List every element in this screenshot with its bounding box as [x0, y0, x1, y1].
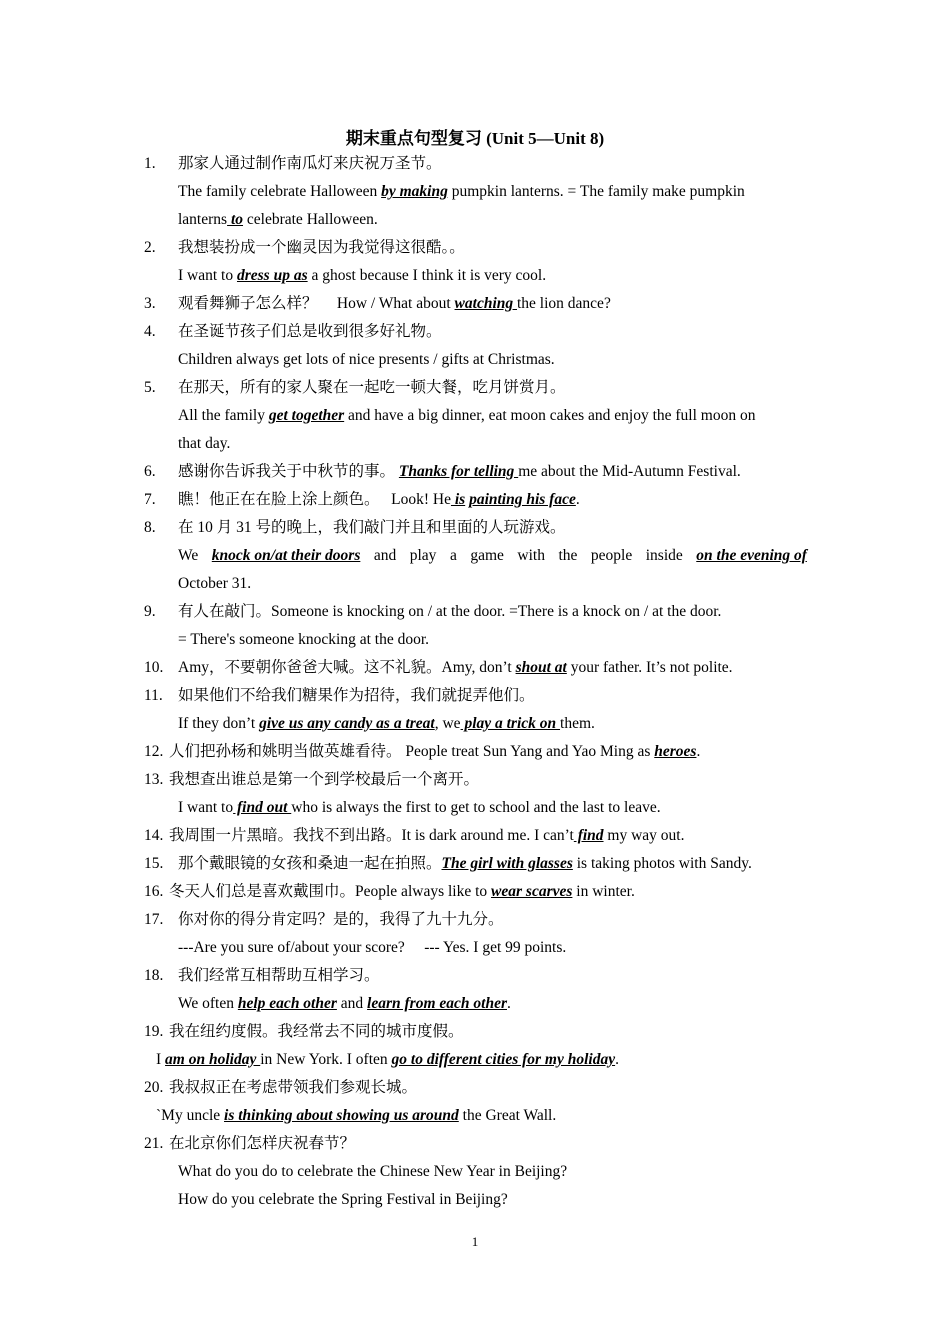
item-number: 7. [144, 491, 156, 508]
text-segment: 冬天人们总是喜欢戴围巾。People always like to [169, 883, 492, 900]
sentence-line [178, 602, 721, 622]
text-segment: 我叔叔正在考虑带领我们参观长城。 [169, 1079, 418, 1096]
text-segment: the lion dance? [517, 295, 611, 312]
sentence-line [178, 462, 741, 482]
sentence-line [169, 1022, 464, 1042]
text-segment: with [517, 547, 545, 564]
key-phrase: play a trick on [460, 715, 561, 732]
item-number: 5. [144, 379, 156, 396]
sentence-line [178, 574, 251, 594]
item-number: 11. [144, 687, 163, 704]
text-segment: your father. It’s not polite. [566, 659, 733, 676]
sentence-line [178, 378, 566, 398]
sentence-line [178, 658, 733, 678]
text-segment: 人们把孙杨和姚明当做英雄看待。 People treat Sun Yang and Yao Ming as [169, 743, 655, 760]
text-segment: 我们经常互相帮助互相学习。 [178, 967, 380, 984]
item-number: 20. [144, 1079, 164, 1096]
sentence-line [178, 518, 566, 538]
text-segment: in winter. [572, 883, 635, 900]
text-segment: , we [434, 715, 461, 732]
item-number: 6. [144, 463, 156, 480]
key-phrase: watching [454, 295, 517, 312]
text-segment: 我想装扮成一个幽灵因为我觉得这很酷。。 [178, 239, 465, 256]
sentence-line [178, 1190, 508, 1210]
key-phrase: find [573, 827, 604, 844]
sentence-line [178, 350, 555, 370]
text-segment: Amy，不要朝你爸爸大喊。这不礼貌。Amy, don’t [178, 659, 516, 676]
sentence-line [178, 686, 535, 706]
item-number: 8. [144, 519, 156, 536]
text-segment: 在圣诞节孩子们总是收到很多好礼物。 [178, 323, 442, 340]
text-segment: 我想查出谁总是第一个到学校最后一个离开。 [169, 771, 480, 788]
sentence-line [178, 322, 442, 342]
text-segment: a ghost because I think it is very cool. [307, 267, 547, 284]
text-segment: me about the Mid-Autumn Festival. [518, 463, 741, 480]
text-segment: is taking photos with Sandy. [572, 855, 752, 872]
text-segment: . [615, 1051, 619, 1068]
text-segment: the [558, 547, 578, 564]
key-phrase: to [227, 211, 244, 228]
key-phrase: go to different cities for my holiday [391, 1051, 616, 1068]
item-number: 4. [144, 323, 156, 340]
text-segment: . [696, 743, 701, 760]
item-number: 2. [144, 239, 156, 256]
key-phrase: is thinking about showing us around [224, 1107, 459, 1124]
sentence-line [156, 1050, 619, 1070]
text-segment: 感谢你告诉我关于中秋节的事。 [178, 463, 399, 480]
page-number: 1 [471, 1234, 479, 1249]
item-number: 18. [144, 967, 164, 984]
text-segment: game [470, 547, 504, 564]
item-number: 13. [144, 771, 164, 788]
text-segment: 观看舞狮子怎么样？ How / What about [178, 295, 455, 312]
document-title: 期末重点句型复习 (Unit 5—Unit 8) [345, 129, 605, 148]
key-phrase: help each other [237, 995, 337, 1012]
item-number: 10. [144, 659, 164, 676]
text-segment: that day. [178, 435, 231, 452]
sentence-line [178, 714, 595, 734]
key-phrase: shout at [515, 659, 567, 676]
sentence-line [169, 1078, 417, 1098]
sentence-line [178, 546, 807, 566]
text-segment: 瞧！他正在在脸上涂上颜色。 Look! He [178, 491, 451, 508]
text-segment: them. [560, 715, 595, 732]
text-segment: I [156, 1051, 166, 1068]
key-phrase: get together [268, 407, 345, 424]
text-segment: the Great Wall. [458, 1107, 557, 1124]
text-segment: 在北京你们怎样庆祝春节？ [169, 1135, 356, 1152]
text-segment: All the family [178, 407, 269, 424]
text-segment: pumpkin lanterns. = The family make pumpkin [447, 183, 745, 200]
sentence-line [156, 1106, 556, 1126]
sentence-line [178, 182, 745, 202]
text-segment: 在那天，所有的家人聚在一起吃一顿大餐，吃月饼赏月。 [178, 379, 566, 396]
text-segment: play [409, 547, 437, 564]
item-number: 1. [144, 155, 156, 172]
key-phrase: wear scarves [491, 883, 573, 900]
text-segment: October 31. [178, 575, 252, 592]
sentence-line [178, 490, 580, 510]
item-number: 21. [144, 1135, 164, 1152]
key-phrase: learn from each other [367, 995, 507, 1012]
key-phrase: painting his face [469, 491, 576, 508]
item-number: 16. [144, 883, 164, 900]
key-phrase: find out [233, 799, 292, 816]
sentence-line [169, 742, 700, 762]
text-segment: What do you do to celebrate the Chinese New Year in Beijing? [178, 1163, 568, 1180]
text-segment: and [373, 547, 397, 564]
key-phrase: give us any candy as a treat [259, 715, 435, 732]
key-phrase: knock on/at their doors [211, 547, 361, 564]
key-phrase: am on holiday [165, 1051, 261, 1068]
sentence-line [169, 770, 479, 790]
sentence-line [178, 1162, 567, 1182]
item-number: 14. [144, 827, 164, 844]
key-phrase: is [450, 491, 466, 508]
text-segment: 如果他们不给我们糖果作为招待，我们就捉弄他们。 [178, 687, 535, 704]
text-segment: celebrate Halloween. [243, 211, 378, 228]
item-number: 3. [144, 295, 156, 312]
text-segment: . [506, 995, 511, 1012]
text-segment: = There's someone knocking at the door. [178, 631, 430, 648]
text-segment: If they don’t [178, 715, 260, 732]
key-phrase: dress up as [236, 267, 308, 284]
key-phrase: heroes [654, 743, 697, 760]
text-segment: ---Are you sure of/about your score? --- Yes. I get 99 points. [178, 939, 567, 956]
item-number: 17. [144, 911, 164, 928]
sentence-line [178, 434, 230, 454]
text-segment: and have a big dinner, eat moon cakes and enjoy the full moon on [344, 407, 756, 424]
sentence-line [178, 266, 546, 286]
text-segment: who is always the first to get to school and the last to leave. [291, 799, 661, 816]
text-segment: in New York. I often [260, 1051, 392, 1068]
text-segment: 我在纽约度假。我经常去不同的城市度假。 [169, 1023, 464, 1040]
item-number: 15. [144, 855, 164, 872]
text-segment: The family celebrate Halloween [178, 183, 382, 200]
key-phrase: by making [381, 183, 448, 200]
key-phrase: on the evening of [696, 547, 807, 564]
sentence-line [169, 1134, 355, 1154]
sentence-line [178, 210, 378, 230]
text-segment: a [449, 547, 457, 564]
key-phrase: Thanks for telling [398, 463, 519, 480]
text-segment: 在 10 月 31 号的晚上，我们敲门并且和里面的人玩游戏。 [178, 519, 566, 536]
text-segment: 我周围一片黑暗。我找不到出路。It is dark around me. I can’t [169, 827, 574, 844]
sentence-line [178, 910, 504, 930]
text-segment: 那家人通过制作南瓜灯来庆祝万圣节。 [178, 155, 442, 172]
text-segment: inside [645, 547, 683, 564]
text-segment: 你对你的得分肯定吗？是的，我得了九十九分。 [178, 911, 504, 928]
sentence-line [178, 798, 661, 818]
item-number: 9. [144, 603, 156, 620]
text-segment: We often [178, 995, 238, 1012]
text-segment: and [336, 995, 368, 1012]
sentence-line [178, 854, 752, 874]
item-number: 12. [144, 743, 164, 760]
text-segment: We [178, 547, 199, 564]
sentence-line [178, 994, 511, 1014]
text-segment: . [575, 491, 580, 508]
text-segment: I want to [178, 267, 237, 284]
sentence-line [178, 238, 465, 258]
sentence-line [178, 966, 380, 986]
text-segment: 那个戴眼镜的女孩和桑迪一起在拍照。 [178, 855, 442, 872]
key-phrase: The girl with glasses [441, 855, 573, 872]
sentence-line [178, 406, 755, 426]
text-segment: Children always get lots of nice presents / gifts at Christmas. [178, 351, 555, 368]
sentence-line [169, 826, 684, 846]
text-segment: people [590, 547, 633, 564]
text-segment: I want to [178, 799, 234, 816]
sentence-line [178, 938, 566, 958]
sentence-line [169, 882, 635, 902]
text-segment: my way out. [603, 827, 685, 844]
text-segment: `My uncle [156, 1107, 225, 1124]
sentence-line [178, 154, 442, 174]
text-segment: How do you celebrate the Spring Festival in Beijing? [178, 1191, 508, 1208]
item-number: 19. [144, 1023, 164, 1040]
text-segment: lanterns [178, 211, 228, 228]
sentence-line [178, 630, 429, 650]
sentence-line [178, 294, 611, 314]
text-segment: 有人在敲门。Someone is knocking on / at the door. =There is a knock on / at the door. [178, 603, 722, 620]
